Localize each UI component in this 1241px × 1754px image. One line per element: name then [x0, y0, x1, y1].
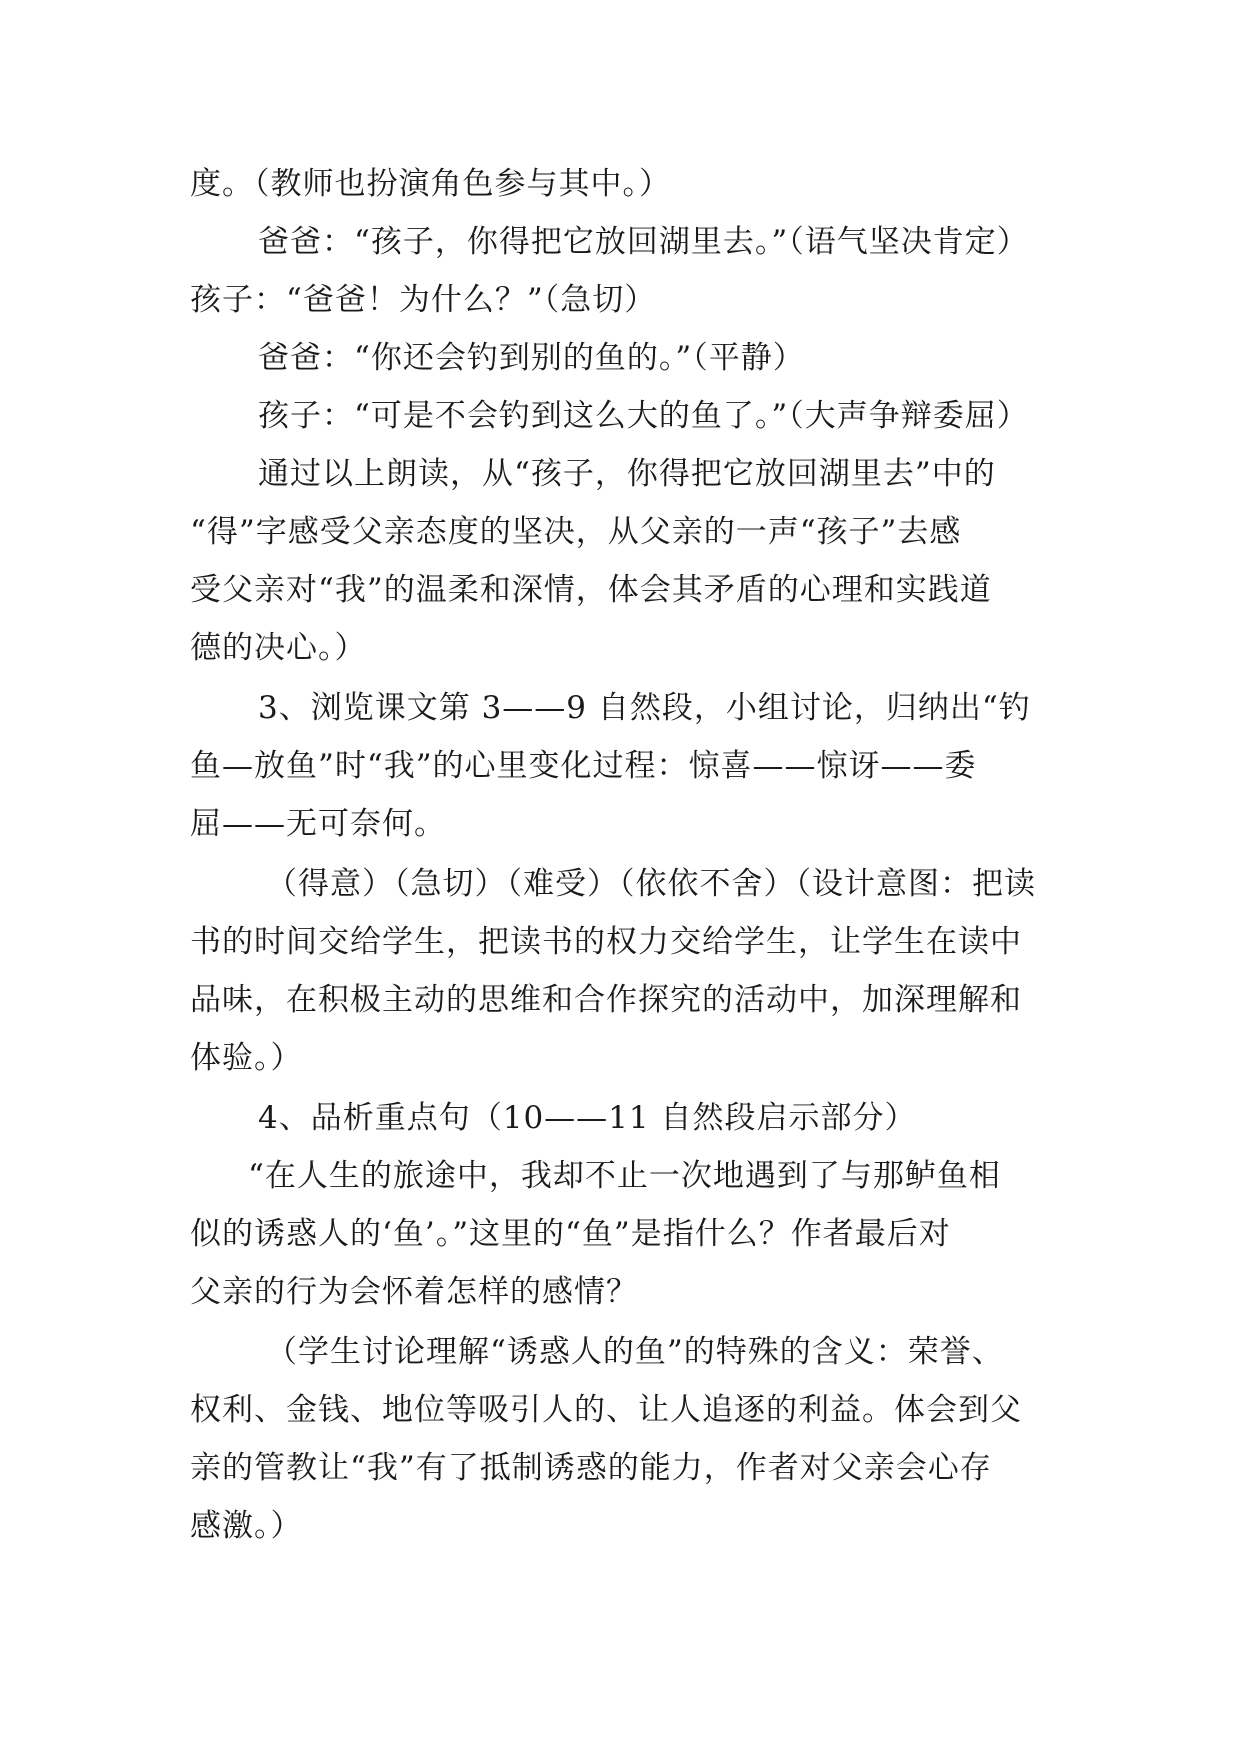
- text-line: （得意）（急切）（难受）（依依不舍）（设计意图：把读: [266, 866, 1036, 902]
- text-line: 4、品析重点句（10——11 自然段启示部分）: [258, 1100, 917, 1136]
- text-line: “在人生的旅途中，我却不止一次地遇到了与那鲈鱼相: [248, 1158, 1001, 1194]
- text-line: 孩子：“可是不会钓到这么大的鱼了。”（大声争辩委屈）: [258, 398, 1029, 434]
- text-line: 书的时间交给学生，把读书的权力交给学生，让学生在读中: [190, 924, 1022, 960]
- text-line: “得”字感受父亲态度的坚决，从父亲的一声“孩子”去感: [190, 514, 962, 550]
- text-line: 屈——无可奈何。: [190, 806, 446, 842]
- text-line: 父亲的行为会怀着怎样的感情？: [190, 1274, 638, 1310]
- text-line: 受父亲对“我”的温柔和深情，体会其矛盾的心理和实践道: [190, 572, 992, 608]
- text-line: 度。（教师也扮演角色参与其中。）: [190, 166, 671, 202]
- text-line: 感激。）: [190, 1508, 303, 1544]
- text-line: 孩子：“爸爸！为什么？”（急切）: [190, 282, 657, 318]
- text-line: 亲的管教让“我”有了抵制诱惑的能力，作者对父亲会心存: [190, 1450, 992, 1486]
- text-line: 3、浏览课文第 3——9 自然段，小组讨论，归纳出“钓: [258, 690, 1031, 726]
- text-line: 爸爸：“孩子，你得把它放回湖里去。”（语气坚决肯定）: [258, 224, 1029, 260]
- text-line: 爸爸：“你还会钓到别的鱼的。”（平静）: [258, 340, 805, 376]
- text-line: （学生讨论理解“诱惑人的鱼”的特殊的含义：荣誉、: [266, 1334, 1004, 1370]
- text-line: 品味，在积极主动的思维和合作探究的活动中，加深理解和: [190, 982, 1022, 1018]
- text-line: 体验。）: [190, 1040, 303, 1076]
- text-line: 德的决心。）: [190, 630, 367, 666]
- text-line: 似的诱惑人的‘鱼’。”这里的“鱼”是指什么？作者最后对: [190, 1216, 951, 1252]
- text-line: 通过以上朗读，从“孩子，你得把它放回湖里去”中的: [258, 456, 996, 492]
- text-line: 鱼—放鱼”时“我”的心里变化过程：惊喜——惊讶——委: [190, 748, 977, 784]
- text-line: 权利、金钱、地位等吸引人的、让人追逐的利益。体会到父: [190, 1392, 1022, 1428]
